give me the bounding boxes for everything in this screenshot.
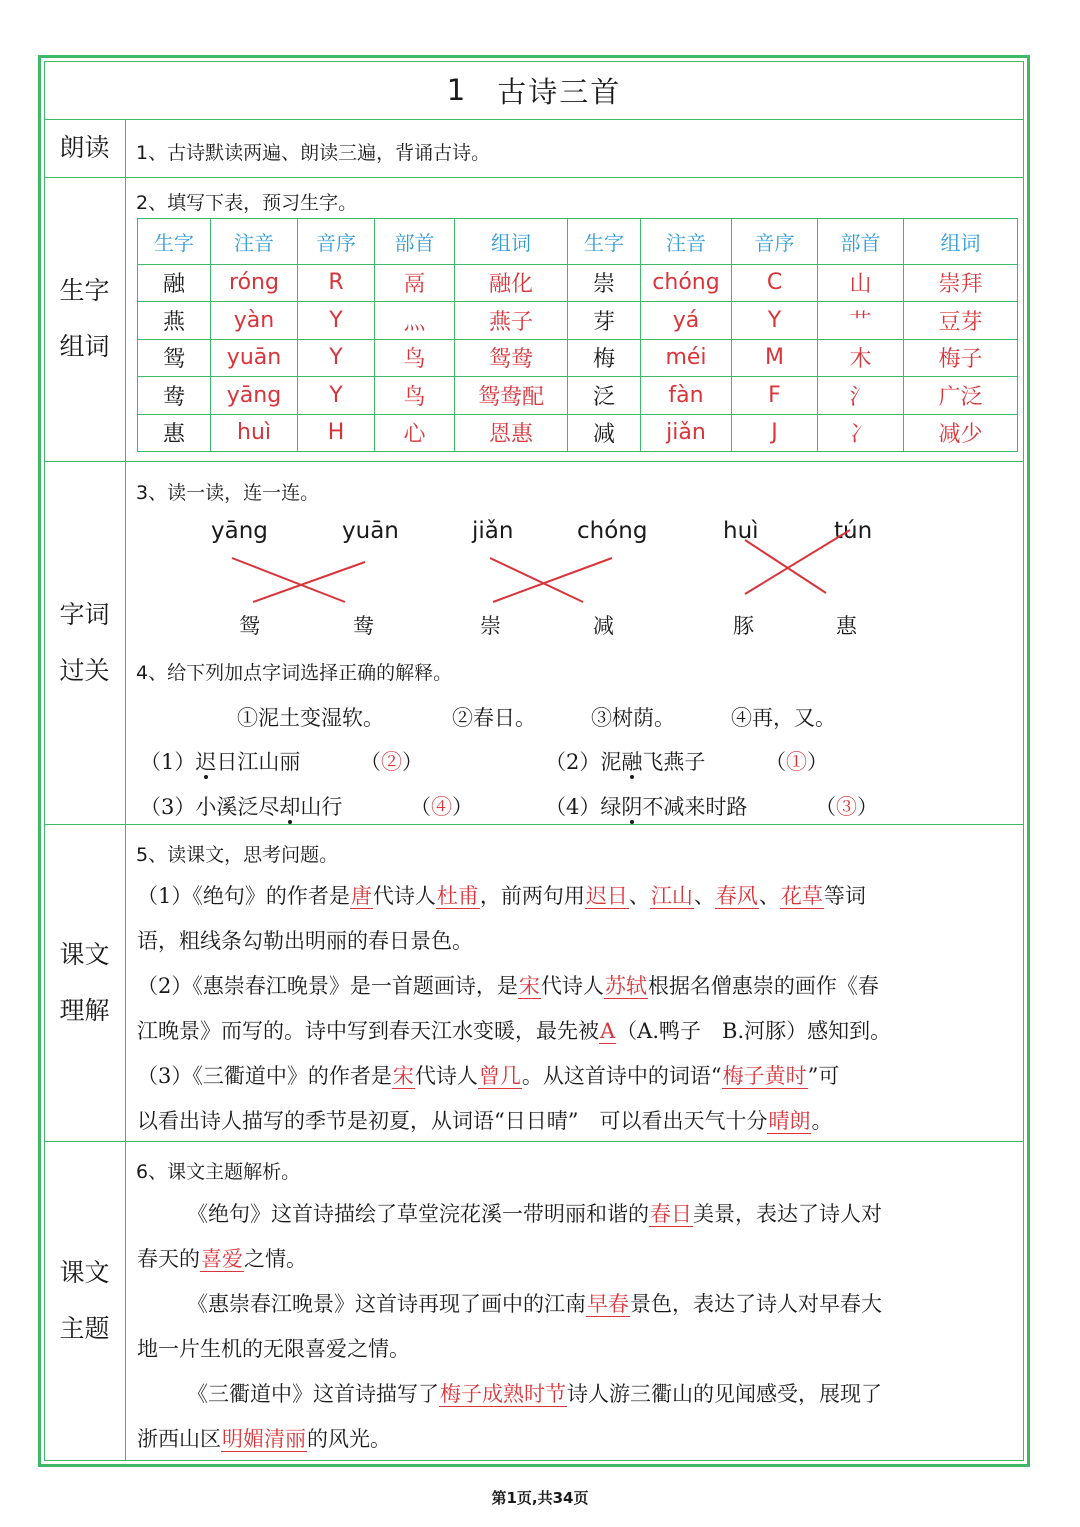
table-cell: 恩惠	[455, 414, 568, 451]
table-cell: R	[298, 264, 375, 301]
q6-line-5: 《三衢道中》这首诗描写了梅子成熟时节诗人游三衢山的见闻感受，展现了	[187, 1382, 882, 1406]
q6-line-3: 《惠崇春江晚景》这首诗再现了画中的江南早春景色，表达了诗人对早春大	[187, 1292, 882, 1316]
table-cell: yuān	[211, 339, 298, 376]
table-cell: 山	[818, 264, 904, 301]
table-cell: huì	[211, 414, 298, 451]
table-cell: méi	[641, 339, 732, 376]
table-header-cell: 部首	[818, 219, 904, 265]
q5-line-4: 江晚景》而写的。诗中写到春天江水变暖，最先被A（A.鸭子 B.河豚）感知到。	[137, 1019, 892, 1043]
table-cell: yàn	[211, 302, 298, 339]
table-cell: chóng	[641, 264, 732, 301]
table-header-cell: 注音	[211, 219, 298, 265]
table-cell: M	[732, 339, 818, 376]
table-header-cell: 组词	[455, 219, 568, 265]
option-2: ②春日。	[452, 706, 536, 730]
table-cell: 梅子	[904, 339, 1018, 376]
q5-line-2: 语，粗线条勾勒出明丽的春日景色。	[137, 929, 473, 953]
divider	[44, 824, 1024, 825]
table-cell: 鬲	[375, 264, 455, 301]
table-cell: 燕子	[455, 302, 568, 339]
table-cell: 泛	[568, 377, 641, 414]
pinyin-yuan: yuān	[342, 518, 399, 544]
q6-line-4: 地一片生机的无限喜爱之情。	[137, 1337, 410, 1361]
section-label-text: 课文 理解	[59, 939, 110, 1025]
table-cell: 鸟	[375, 339, 455, 376]
table-header-cell: 部首	[375, 219, 455, 265]
table-cell: 心	[375, 414, 455, 451]
q4-answer-2: （①）	[765, 750, 828, 774]
table-cell: yāng	[211, 377, 298, 414]
option-1: ①泥土变湿软。	[237, 706, 384, 730]
question-2: 2、填写下表，预习生字。	[136, 192, 358, 214]
table-cell: Y	[732, 302, 818, 339]
table-cell: 燕	[138, 302, 211, 339]
q4-answer-1: （②）	[360, 750, 423, 774]
option-3: ③树荫。	[591, 706, 675, 730]
table-cell: 冫	[818, 414, 904, 451]
table-cell: 氵	[818, 377, 904, 414]
table-header-cell: 生字	[138, 219, 211, 265]
table-cell: J	[732, 414, 818, 451]
option-4: ④再，又。	[731, 706, 836, 730]
q6-line-6: 浙西山区明媚清丽的风光。	[137, 1427, 391, 1451]
pinyin-tun: tún	[834, 518, 873, 544]
q4-item-2: （2）泥融飞燕子	[545, 750, 706, 774]
q4-item-1: （1）迟日江山丽	[140, 750, 301, 774]
section-label-reading: 朗读	[59, 133, 110, 162]
table-cell: 芽	[568, 302, 641, 339]
table-cell: 崇拜	[904, 264, 1018, 301]
table-cell: 鸟	[375, 377, 455, 414]
table-cell: 鸳鸯	[455, 339, 568, 376]
matching-lines	[0, 0, 1080, 700]
table-cell: 梅	[568, 339, 641, 376]
table-cell: F	[732, 377, 818, 414]
question-1: 1、古诗默读两遍、朗读三遍，背诵古诗。	[136, 142, 491, 164]
q6-line-2: 春天的喜爱之情。	[137, 1247, 307, 1271]
q5-line-3: （2）《惠崇春江晚景》是一首题画诗，是宋代诗人苏轼根据名僧惠崇的画作《春	[137, 974, 879, 998]
table-cell: Y	[298, 339, 375, 376]
pinyin-chong: chóng	[577, 518, 648, 544]
question-5: 5、读课文，思考问题。	[136, 844, 339, 866]
table-cell: 鸳鸯配	[455, 377, 568, 414]
table-cell: yá	[641, 302, 732, 339]
table-header-cell: 音序	[732, 219, 818, 265]
table-cell: róng	[211, 264, 298, 301]
q4-answer-4: （③）	[815, 795, 878, 819]
hanzi-tun: 豚	[733, 614, 754, 638]
table-cell: 鸳	[138, 339, 211, 376]
table-cell: 鸯	[138, 377, 211, 414]
table-cell: Y	[298, 302, 375, 339]
section-label-vocab: 生字 组词	[59, 276, 110, 361]
table-cell: jiǎn	[641, 414, 732, 451]
page-footer: 第1页,共34页	[491, 1489, 589, 1507]
hanzi-yuan: 鸳	[239, 614, 260, 638]
table-cell: 减	[568, 414, 641, 451]
hanzi-chong: 崇	[480, 614, 501, 638]
question-4: 4、给下列加点字词选择正确的解释。	[136, 662, 453, 684]
table-cell: H	[298, 414, 375, 451]
pinyin-yang: yāng	[211, 518, 268, 544]
table-cell: 木	[818, 339, 904, 376]
table-cell: 灬	[375, 302, 455, 339]
table-cell: 融化	[455, 264, 568, 301]
match-line	[745, 540, 826, 593]
match-line	[493, 558, 612, 602]
q5-paragraph	[137, 874, 1017, 1144]
match-line	[232, 558, 345, 602]
hanzi-jian: 减	[593, 614, 614, 638]
q4-answer-3: （④）	[410, 795, 473, 819]
pinyin-jian: jiǎn	[472, 518, 514, 544]
match-line	[745, 530, 850, 594]
question-3: 3、读一读，连一连。	[136, 482, 320, 504]
section-label-words: 字词 过关	[59, 599, 110, 685]
table-header-cell: 组词	[904, 219, 1018, 265]
table-cell: fàn	[641, 377, 732, 414]
q5-line-1: （1）《绝句》的作者是唐代诗人杜甫，前两句用迟日、江山、春风、花草等词	[137, 884, 866, 908]
table-cell: 广泛	[904, 377, 1018, 414]
table-cell: 豆芽	[904, 302, 1018, 339]
table-cell: Y	[298, 377, 375, 414]
table-cell: 惠	[138, 414, 211, 451]
hanzi-hui: 惠	[836, 614, 857, 638]
q5-line-5: （3）《三衢道中》的作者是宋代诗人曾几。从这首诗中的词语“梅子黄时”可	[137, 1064, 840, 1088]
table-cell: C	[732, 264, 818, 301]
q5-line-6: 以看出诗人描写的季节是初夏，从词语“日日晴” 可以看出天气十分晴朗。	[137, 1109, 833, 1133]
table-header-cell: 音序	[298, 219, 375, 265]
pinyin-hui: huì	[723, 518, 759, 544]
table-header-cell: 生字	[568, 219, 641, 265]
q6-paragraph	[137, 1192, 1017, 1462]
question-6: 6、课文主题解析。	[136, 1161, 301, 1183]
q4-item-3: （3）小溪泛尽却山行	[140, 795, 343, 819]
table-cell: 崇	[568, 264, 641, 301]
section-label-theme: 课文 主题	[59, 1258, 110, 1343]
table-cell: 融	[138, 264, 211, 301]
table-header-cell: 注音	[641, 219, 732, 265]
table-cell: 艹	[818, 302, 904, 339]
q6-line-1: 《绝句》这首诗描绘了草堂浣花溪一带明丽和谐的春日美景，表达了诗人对	[187, 1202, 882, 1226]
q4-item-4: （4）绿阴不减来时路	[545, 795, 748, 819]
match-line	[490, 558, 583, 602]
lesson-number: 1	[446, 73, 468, 107]
lesson-title: 古诗三首	[497, 74, 622, 109]
hanzi-yang: 鸯	[353, 614, 374, 638]
match-line	[253, 562, 365, 602]
table-cell: 减少	[904, 414, 1018, 451]
